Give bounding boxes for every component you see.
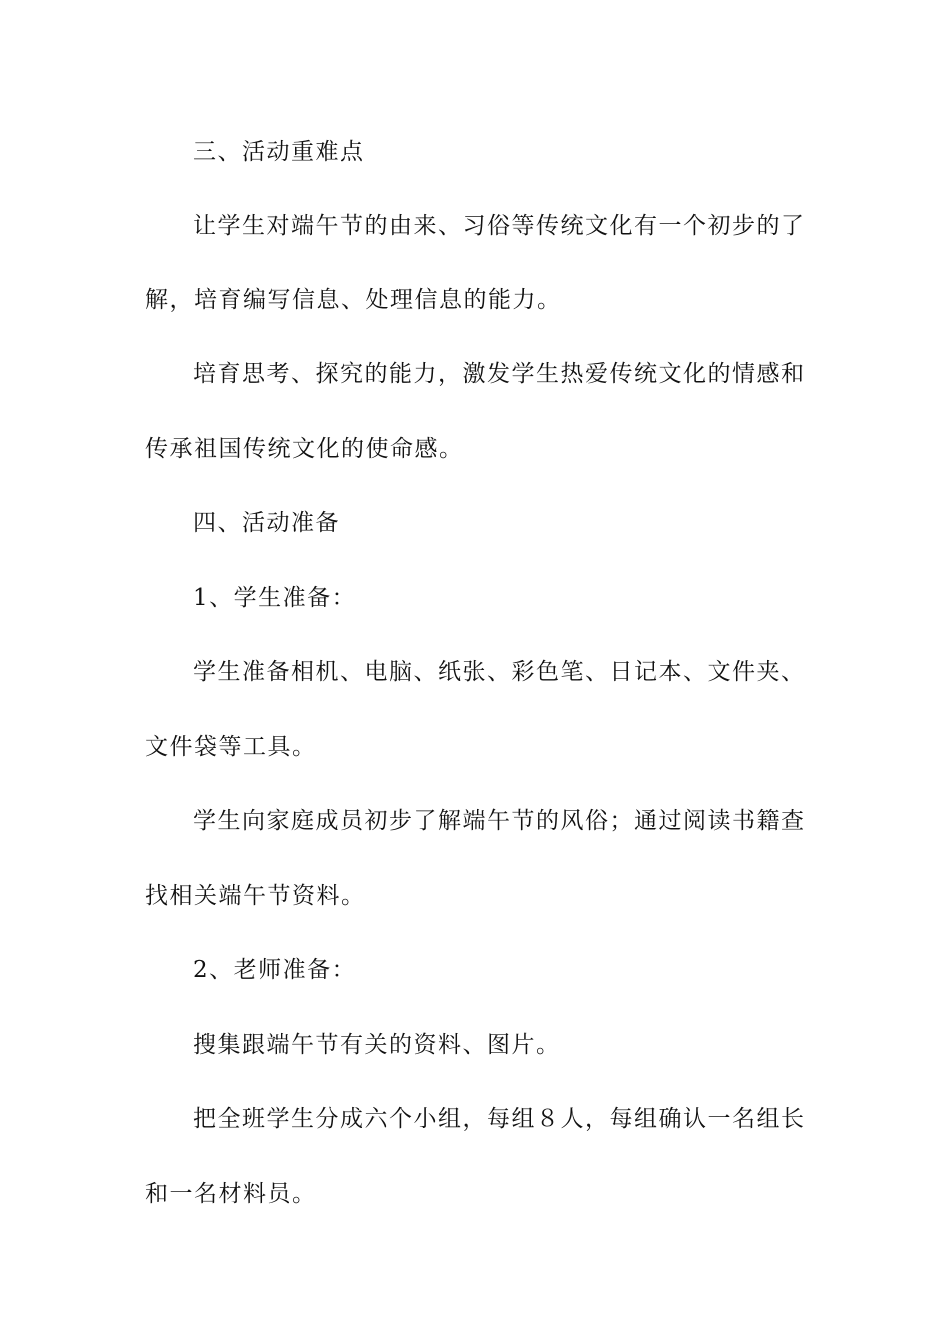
heading-activity-preparation: 四、活动准备 [193,510,340,536]
paragraph-line: 解，培育编写信息、处理信息的能力。 [145,287,562,313]
subheading-student-preparation: 1、学生准备： [193,585,357,611]
paragraph-line: 培育思考、探究的能力，激发学生热爱传统文化的情感和 [193,361,806,387]
paragraph-line: 和一名材料员。 [145,1181,317,1207]
paragraph-line: 传承祖国传统文化的使命感。 [145,436,464,462]
heading-activity-key-points: 三、活动重难点 [193,139,365,165]
subheading-teacher-preparation: 2、老师准备： [193,957,357,983]
paragraph-line: 文件袋等工具。 [145,734,317,760]
paragraph-line: 让学生对端午节的由来、习俗等传统文化有一个初步的了 [193,213,806,239]
paragraph-line: 搜集跟端午节有关的资料、图片。 [193,1032,561,1058]
paragraph-line: 学生准备相机、电脑、纸张、彩色笔、日记本、文件夹、 [193,659,806,685]
paragraph-line: 找相关端午节资料。 [145,883,366,909]
paragraph-line: 把全班学生分成六个小组，每组８人，每组确认一名组长 [193,1106,806,1132]
paragraph-line: 学生向家庭成员初步了解端午节的风俗；通过阅读书籍查 [193,808,806,834]
